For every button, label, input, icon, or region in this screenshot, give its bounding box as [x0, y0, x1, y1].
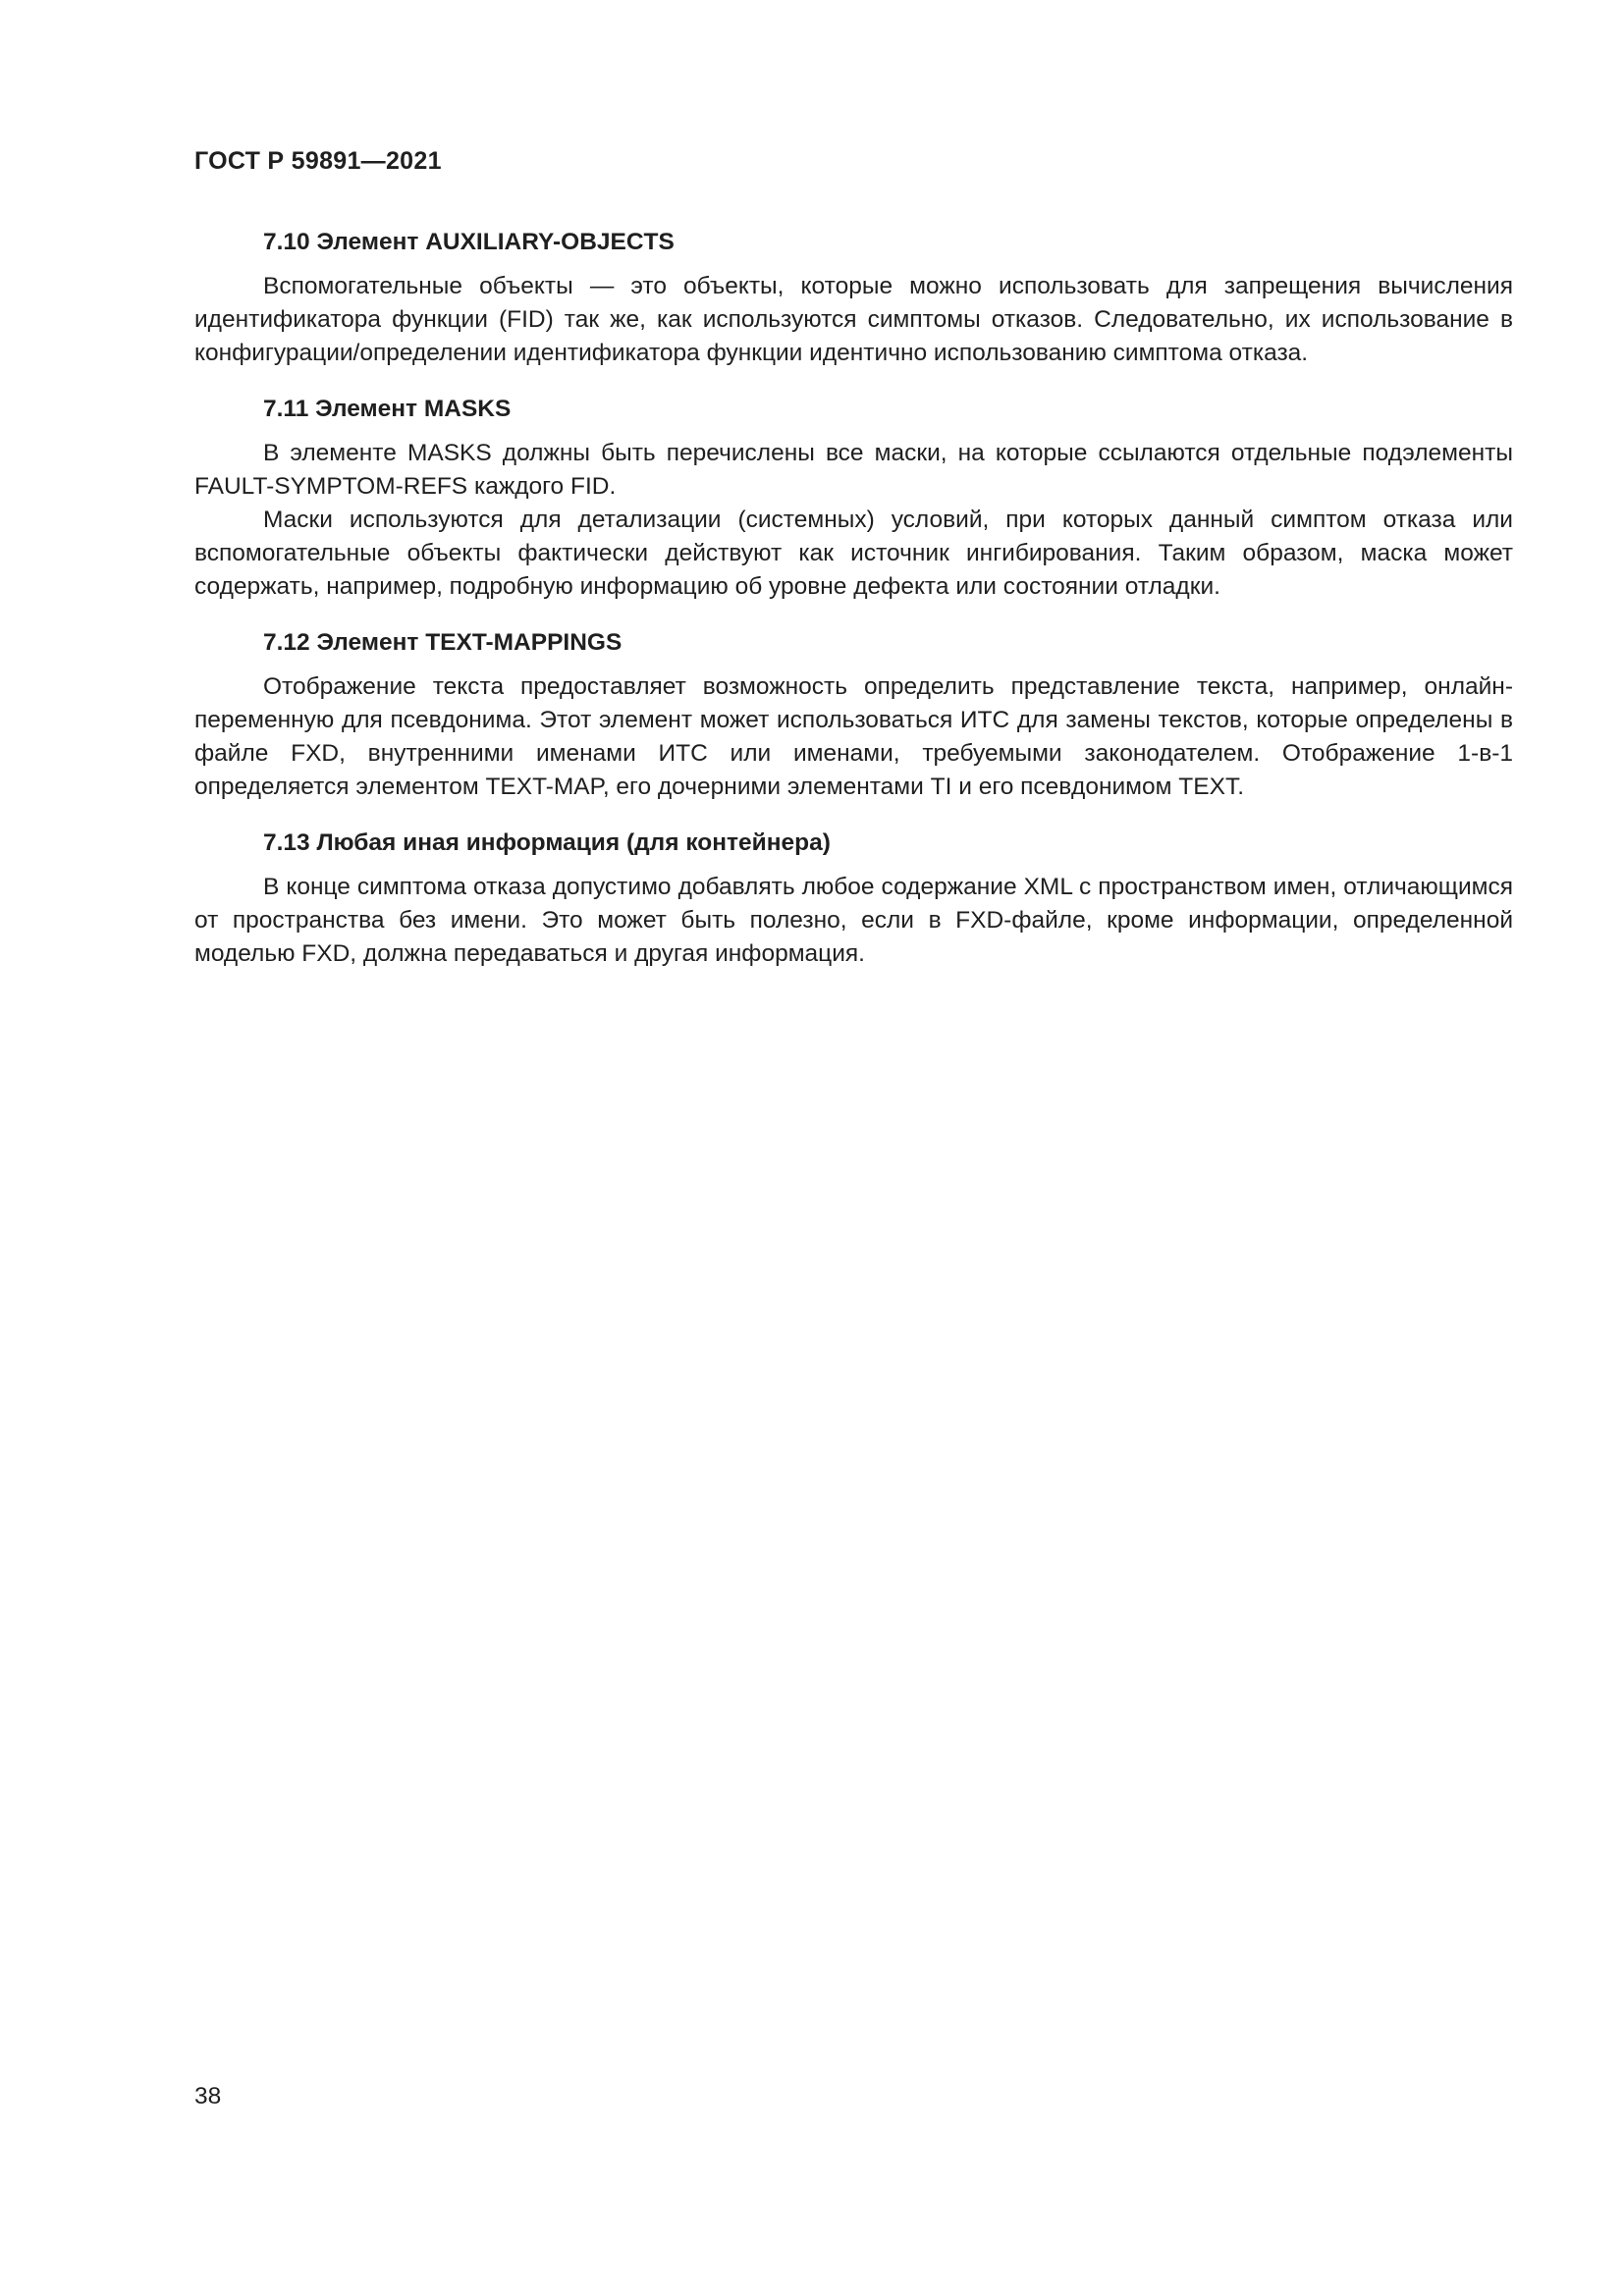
paragraph: Вспомогательные объекты — это объекты, которые можно использовать для запрещения вычисления идентификатора функции (FID) так же, как используются симптомы отказов. Следовательно, их использование в конфигурации/определении идентификатора функции идентично использованию симптома отказа.: [194, 273, 1513, 366]
section-heading: 7.12 Элемент TEXT-MAPPINGS: [263, 629, 623, 656]
paragraph: Отображение текста предоставляет возможность определить представление текста, например, онлайн-переменную для псевдонима. Этот элемент может использоваться ИТС для замены текстов, которые определены в файле FXD, внутренними именами ИТС или именами, требуемыми законодателем. Отображение 1-в-1 определяется элементом TEXT-MAP, его дочерними элементами TI и его псевдонимом TEXT.: [194, 673, 1513, 800]
paragraph: В конце симптома отказа допустимо добавлять любое содержание XML с пространством имен, отличающимся от пространства без имени. Это может быть полезно, если в FXD-файле, кроме информации, определенной моделью FXD, должна передаваться и другая информация.: [194, 874, 1513, 967]
section-7-12: [194, 626, 1513, 804]
section-7-11: [194, 393, 1513, 604]
paragraph: Маски используются для детализации (системных) условий, при которых данный симптом отказа или вспомогательные объекты фактически действуют как источник ингибирования. Таким образом, маска может содержать, например, подробную информацию об уровне дефекта или состоянии отладки.: [194, 507, 1513, 600]
section-7-10: [194, 226, 1513, 370]
section-heading: 7.11 Элемент MASKS: [263, 396, 512, 422]
section-heading: 7.10 Элемент AUXILIARY-OBJECTS: [263, 229, 675, 255]
paragraph: В элементе MASKS должны быть перечислены все маски, на которые ссылаются отдельные подэлементы FAULT-SYMPTOM-REFS каждого FID.: [194, 440, 1513, 500]
document-code-header: ГОСТ Р 59891—2021: [194, 147, 442, 175]
section-7-13: [194, 827, 1513, 971]
document-body: [194, 226, 1513, 993]
page-number: 38: [194, 2083, 222, 2109]
section-heading: 7.13 Любая иная информация (для контейнера): [263, 829, 831, 856]
